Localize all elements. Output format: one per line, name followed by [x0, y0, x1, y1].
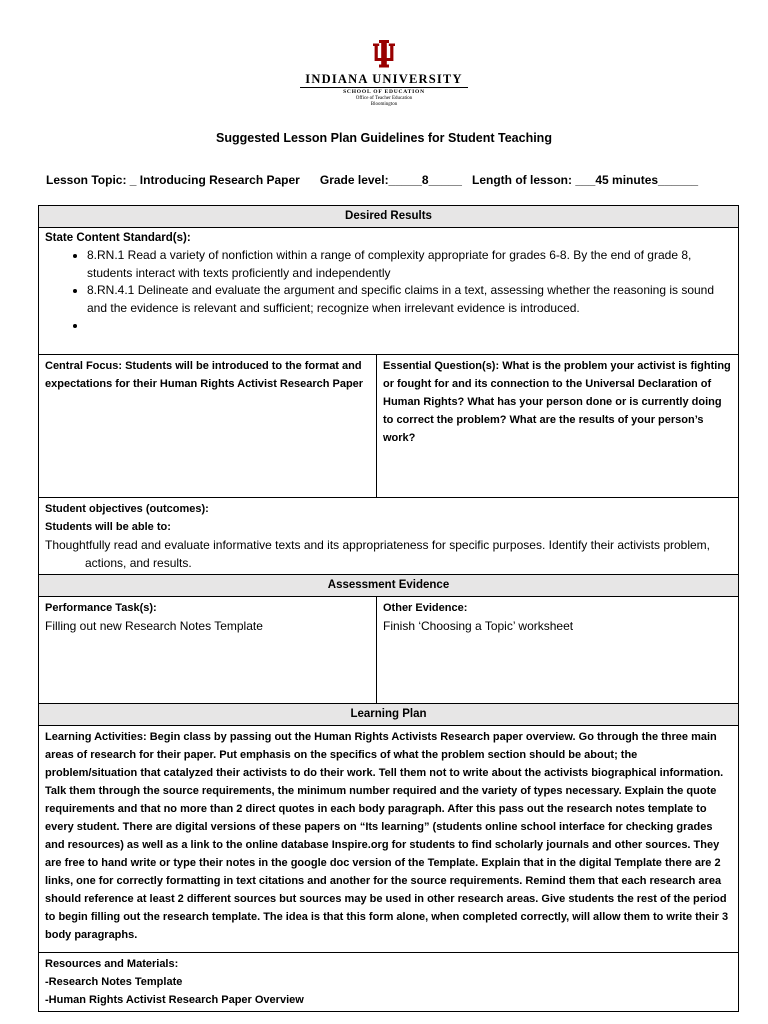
performance-task-text: Filling out new Research Notes Template [45, 619, 263, 633]
central-focus-text: Students will be introduced to the format and expectations for their Human Rights Activist Research Paper [45, 360, 364, 390]
document-title: Suggested Lesson Plan Guidelines for Student Teaching [216, 131, 552, 145]
campus-name: Bloomington [370, 102, 398, 107]
other-evidence-cell [377, 597, 739, 704]
learning-activities-cell [39, 726, 739, 953]
standard-item [87, 317, 732, 335]
standards-label: State Content Standard(s): [45, 232, 191, 244]
school-name: SCHOOL OF EDUCATION [343, 89, 425, 95]
standards-list [45, 247, 732, 335]
iu-logo [0, 38, 768, 108]
other-evidence-text: Finish ‘Choosing a Topic’ worksheet [383, 619, 574, 633]
performance-task-cell [39, 597, 377, 704]
learning-activities-text: Begin class by passing out the Human Rights Activists Research paper overview. Go through the three main areas of research for their paper. Put emphasis on the specifics of what the problem section should be about; the problem/situation that catalyzed their activists to do their work. Tell them not to write about the activists biographical information. Talk them through the source requirements, the minimum number required and the variety of types necessary. Explain the quote requirements and that no more than 2 direct quotes in each body paragraph. After this pass out the research notes template to every student. There are digital versions of these papers on “Its learning” (students online school interface for checking grades and resources) as well as a link to the online database Inspire.org for students to find scholarly journals and other sources. They are free to hand write or type their notes in the google doc version of the Template. Explain that in the digital Template there are 2 links, one for correctly formatting in text citations and another for the source requirements. Remind them that each research area should reference at least 2 different sources but sources may be used in other research areas. Give students the rest of the period to begin filling out the research template. The idea is that this form alone, when completed correctly, will allow them to write their 3 body paragraphs. [45, 731, 729, 941]
objectives-sub: Students will be able to: [45, 521, 171, 533]
resources-cell [39, 953, 739, 1012]
lesson-plan-table [38, 205, 739, 1012]
standard-item: • 8.RN.4.1 Delineate and evaluate the argument and specific claims in a text, assessing whether the reasoning is sound and the evidence is relevant and sufficient; recognize when irrelevant evidence is introduced. [87, 282, 732, 317]
essential-question-text: What is the problem your activist is fighting or fought for and its connection to the Universal Declaration of Human Rights? What has your person done or is currently doing to correct the problem? What are the results of your person’s work? [383, 360, 731, 444]
performance-task-label: Performance Task(s): [45, 602, 157, 614]
resource-item: -Human Rights Activist Research Paper Overview [45, 994, 304, 1006]
grade-level: Grade level:_____8_____ [319, 173, 462, 187]
resources-label: Resources and Materials: [45, 958, 179, 970]
central-focus-cell [39, 355, 377, 498]
office-name: Office of Teacher Education [355, 96, 413, 101]
learning-activities-label: Learning Activities: [45, 731, 147, 743]
logo-rule [300, 87, 468, 88]
resource-item: -Research Notes Template [45, 976, 183, 988]
learning-plan-heading: Learning Plan [39, 704, 739, 726]
lesson-length: Length of lesson: ___45 minutes______ [472, 173, 699, 187]
standard-item: • 8.RN.1 Read a variety of nonfiction within a range of complexity appropriate for grades 6-8. By the end of grade 8, students interact with texts proficiently and independently [87, 247, 732, 282]
desired-results-heading: Desired Results [39, 206, 739, 228]
central-focus-label: Central Focus: [45, 360, 123, 372]
lesson-meta [46, 173, 698, 187]
university-name: INDIANA UNIVERSITY [305, 72, 463, 86]
lesson-topic: Lesson Topic: _ Introducing Research Paper [46, 173, 300, 187]
objectives-text: Thoughtfully read and evaluate informative texts and its appropriateness for specific purposes. Identify their activists problem, actions, and results. [45, 538, 711, 570]
essential-question-cell [377, 355, 739, 498]
essential-question-label: Essential Question(s): [383, 360, 500, 372]
standards-cell [39, 228, 739, 355]
trident-icon [372, 38, 396, 69]
other-evidence-label: Other Evidence: [383, 602, 468, 614]
objectives-cell [39, 498, 739, 575]
objectives-label: Student objectives (outcomes): [45, 503, 209, 515]
assessment-heading: Assessment Evidence [39, 575, 739, 597]
